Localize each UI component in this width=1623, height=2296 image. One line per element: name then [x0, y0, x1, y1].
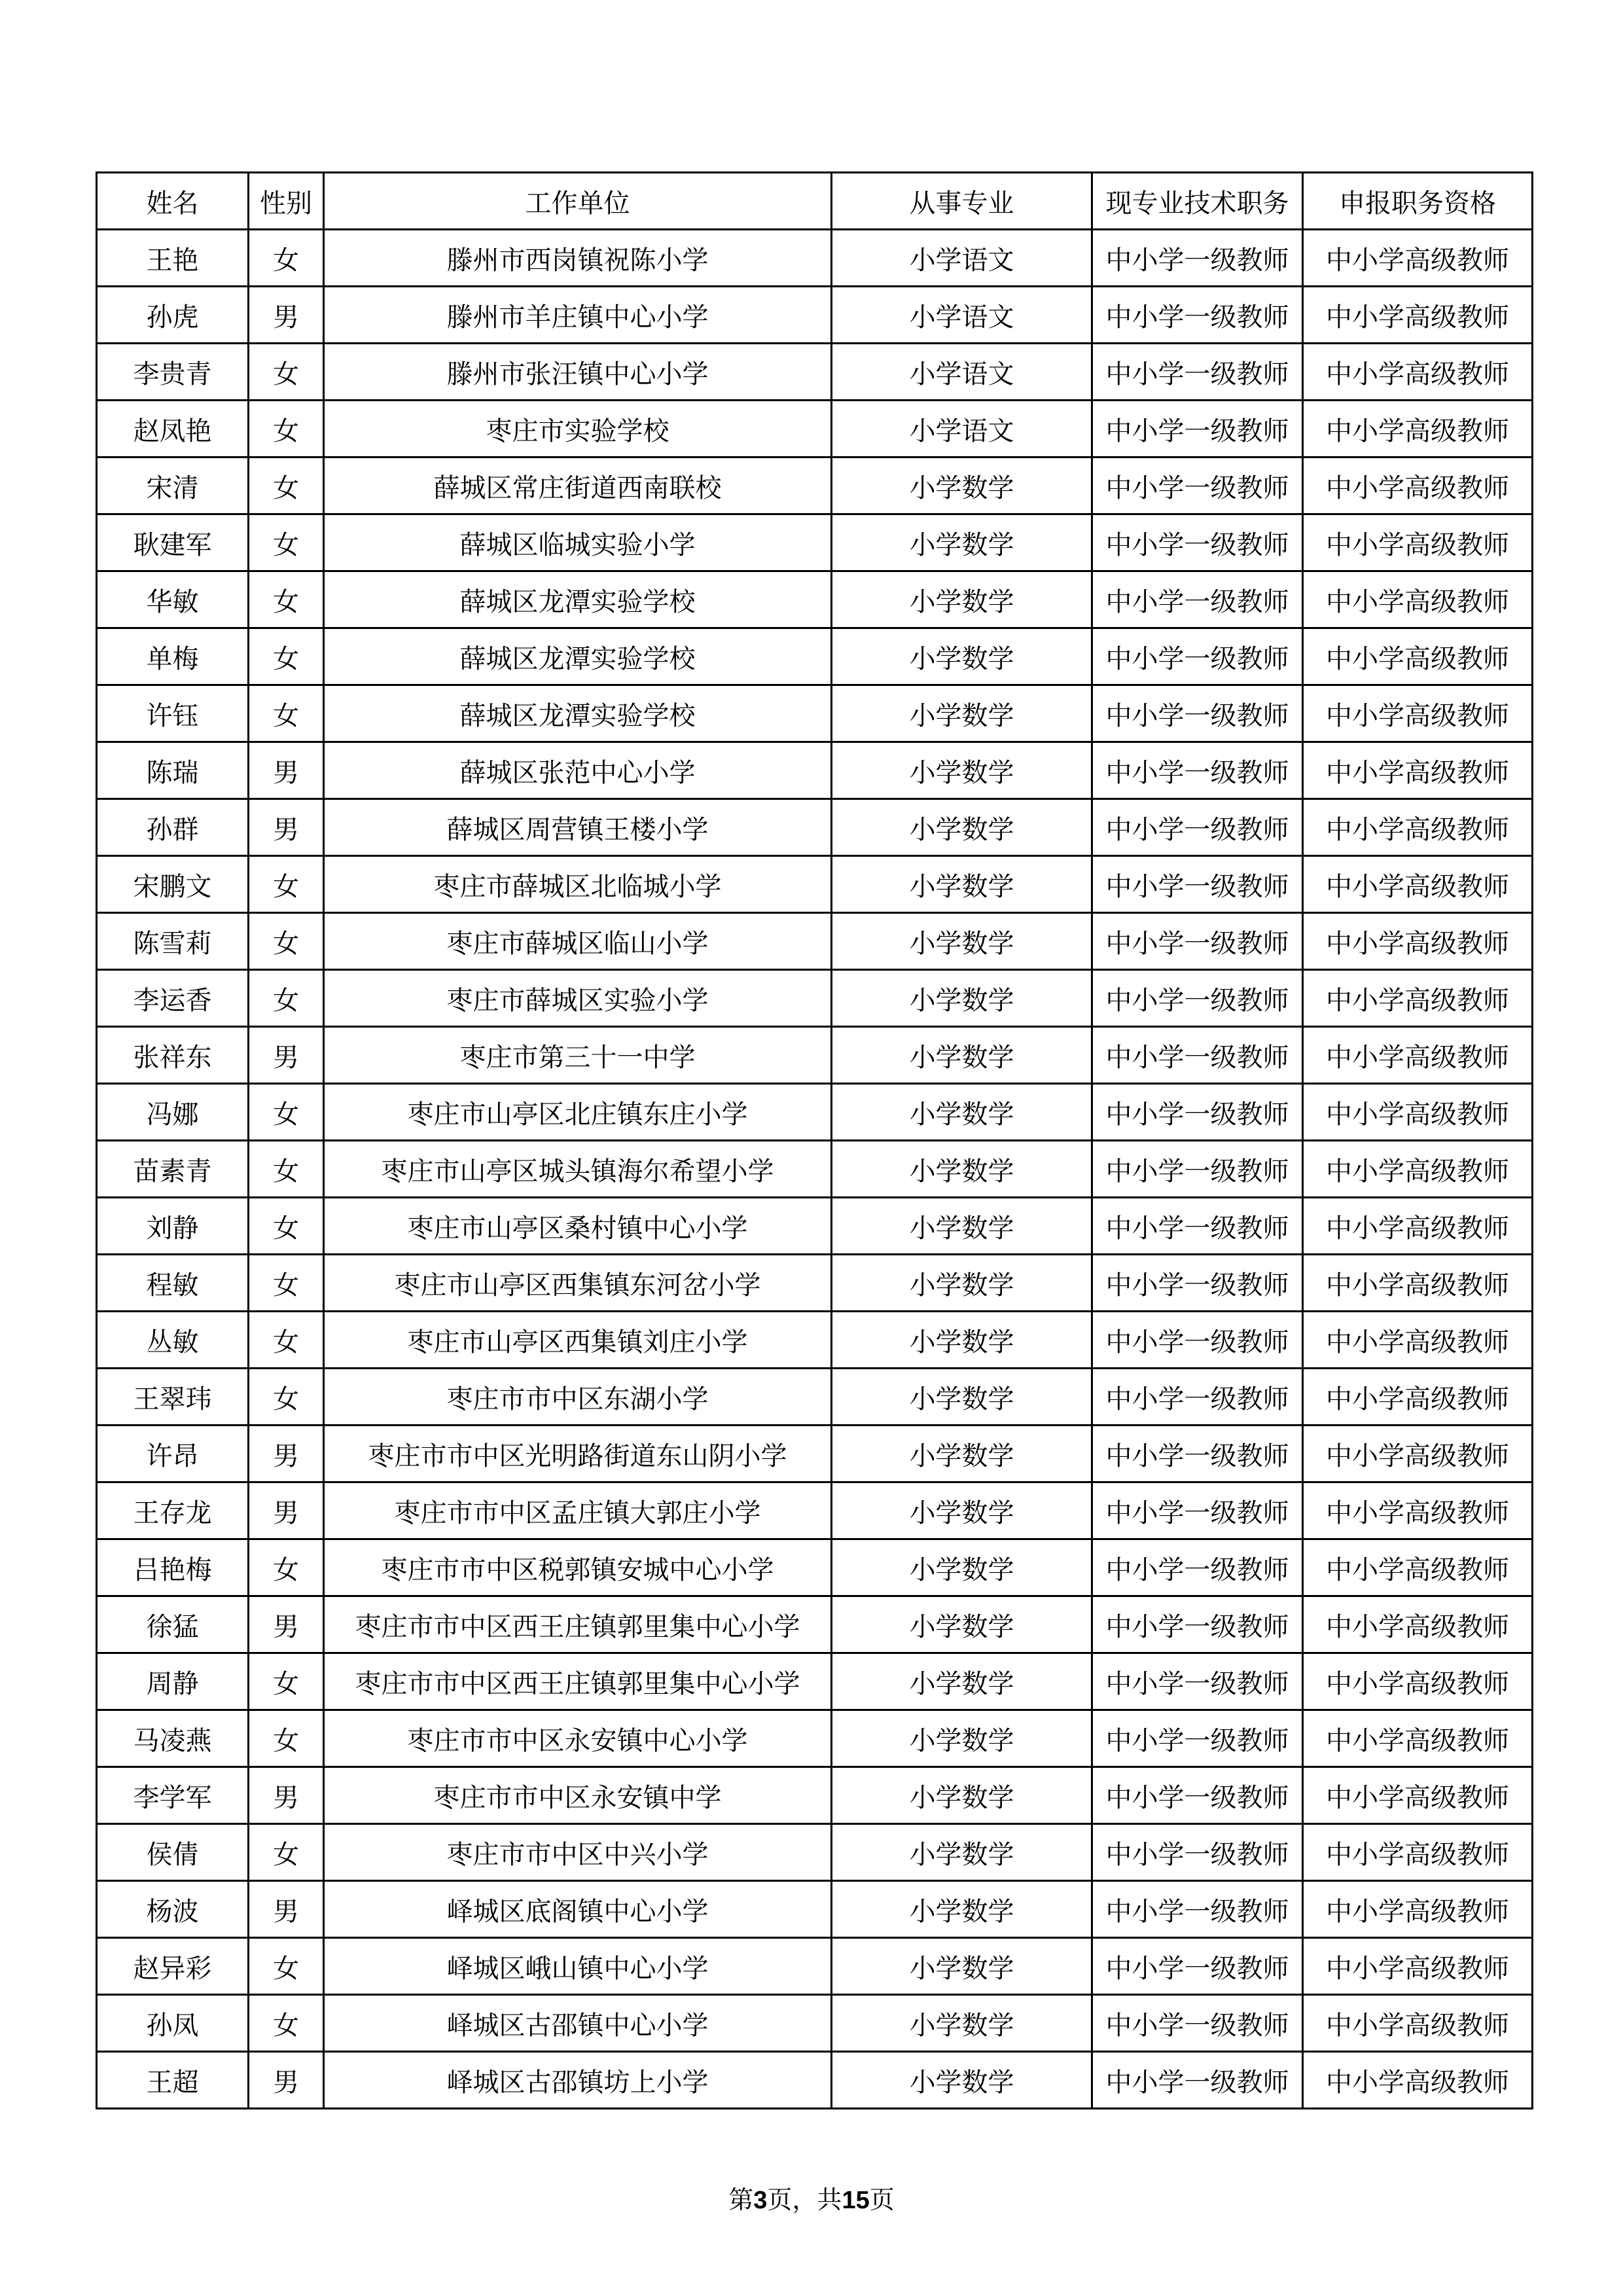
- cell-gender: 女: [249, 913, 324, 970]
- cell-applied-title: 中小学高级教师: [1303, 1824, 1533, 1881]
- cell-name: 苗素青: [97, 1141, 249, 1198]
- cell-current-title: 中小学一级教师: [1092, 1369, 1303, 1426]
- cell-applied-title: 中小学高级教师: [1303, 1881, 1533, 1938]
- cell-work-unit: 枣庄市市中区中兴小学: [324, 1824, 832, 1881]
- cell-current-title: 中小学一级教师: [1092, 1312, 1303, 1369]
- cell-major: 小学语文: [832, 287, 1092, 344]
- cell-major: 小学数学: [832, 1141, 1092, 1198]
- cell-major: 小学数学: [832, 628, 1092, 685]
- cell-current-title: 中小学一级教师: [1092, 1596, 1303, 1653]
- cell-work-unit: 枣庄市山亭区北庄镇东庄小学: [324, 1084, 832, 1141]
- cell-work-unit: 枣庄市山亭区西集镇刘庄小学: [324, 1312, 832, 1369]
- footer-suffix: 页: [869, 2185, 895, 2214]
- cell-major: 小学数学: [832, 856, 1092, 913]
- cell-current-title: 中小学一级教师: [1092, 1995, 1303, 2052]
- table-row: [97, 913, 1533, 970]
- table-header-row: [97, 173, 1533, 230]
- cell-name: 单梅: [97, 628, 249, 685]
- table-row: [97, 457, 1533, 514]
- cell-work-unit: 薛城区张范中心小学: [324, 742, 832, 799]
- cell-work-unit: 枣庄市市中区永安镇中学: [324, 1767, 832, 1824]
- cell-applied-title: 中小学高级教师: [1303, 1198, 1533, 1255]
- cell-current-title: 中小学一级教师: [1092, 1767, 1303, 1824]
- cell-current-title: 中小学一级教师: [1092, 1255, 1303, 1312]
- cell-major: 小学数学: [832, 1824, 1092, 1881]
- cell-applied-title: 中小学高级教师: [1303, 401, 1533, 457]
- table-row: [97, 742, 1533, 799]
- table-row: [97, 1653, 1533, 1710]
- cell-major: 小学数学: [832, 571, 1092, 628]
- page-footer: [0, 2179, 1623, 2215]
- cell-name: 孙凤: [97, 1995, 249, 2052]
- table-row: [97, 1198, 1533, 1255]
- table-row: [97, 685, 1533, 742]
- cell-name: 耿建军: [97, 514, 249, 571]
- cell-gender: 女: [249, 1255, 324, 1312]
- cell-gender: 女: [249, 970, 324, 1027]
- cell-work-unit: 薛城区龙潭实验学校: [324, 571, 832, 628]
- cell-gender: 女: [249, 1312, 324, 1369]
- cell-applied-title: 中小学高级教师: [1303, 1426, 1533, 1482]
- cell-major: 小学数学: [832, 1482, 1092, 1539]
- cell-gender: 女: [249, 856, 324, 913]
- cell-name: 赵凤艳: [97, 401, 249, 457]
- cell-major: 小学数学: [832, 1312, 1092, 1369]
- cell-gender: 男: [249, 2052, 324, 2109]
- cell-current-title: 中小学一级教师: [1092, 1482, 1303, 1539]
- cell-applied-title: 中小学高级教师: [1303, 913, 1533, 970]
- cell-applied-title: 中小学高级教师: [1303, 1312, 1533, 1369]
- cell-work-unit: 枣庄市市中区东湖小学: [324, 1369, 832, 1426]
- table-row: [97, 230, 1533, 287]
- table-row: [97, 401, 1533, 457]
- cell-applied-title: 中小学高级教师: [1303, 1653, 1533, 1710]
- cell-name: 赵异彩: [97, 1938, 249, 1995]
- cell-applied-title: 中小学高级教师: [1303, 1596, 1533, 1653]
- cell-applied-title: 中小学高级教师: [1303, 230, 1533, 287]
- cell-name: 吕艳梅: [97, 1539, 249, 1596]
- cell-name: 孙群: [97, 799, 249, 856]
- cell-gender: 女: [249, 1084, 324, 1141]
- cell-name: 李运香: [97, 970, 249, 1027]
- cell-work-unit: 枣庄市市中区孟庄镇大郭庄小学: [324, 1482, 832, 1539]
- cell-gender: 男: [249, 742, 324, 799]
- table-row: [97, 1539, 1533, 1596]
- cell-current-title: 中小学一级教师: [1092, 685, 1303, 742]
- cell-work-unit: 峄城区峨山镇中心小学: [324, 1938, 832, 1995]
- cell-work-unit: 枣庄市山亭区城头镇海尔希望小学: [324, 1141, 832, 1198]
- cell-name: 王翠玮: [97, 1369, 249, 1426]
- cell-major: 小学数学: [832, 742, 1092, 799]
- cell-current-title: 中小学一级教师: [1092, 230, 1303, 287]
- table-row: [97, 1426, 1533, 1482]
- cell-name: 许昂: [97, 1426, 249, 1482]
- cell-gender: 男: [249, 1596, 324, 1653]
- cell-current-title: 中小学一级教师: [1092, 1881, 1303, 1938]
- header-applied-title: 申报职务资格: [1303, 173, 1533, 230]
- cell-name: 孙虎: [97, 287, 249, 344]
- cell-name: 王艳: [97, 230, 249, 287]
- roster-table: [96, 171, 1533, 2109]
- cell-current-title: 中小学一级教师: [1092, 401, 1303, 457]
- cell-major: 小学数学: [832, 1881, 1092, 1938]
- cell-applied-title: 中小学高级教师: [1303, 344, 1533, 401]
- cell-current-title: 中小学一级教师: [1092, 628, 1303, 685]
- table-row: [97, 1710, 1533, 1767]
- cell-current-title: 中小学一级教师: [1092, 1027, 1303, 1084]
- cell-name: 华敏: [97, 571, 249, 628]
- cell-name: 陈瑞: [97, 742, 249, 799]
- cell-major: 小学数学: [832, 1369, 1092, 1426]
- cell-applied-title: 中小学高级教师: [1303, 1255, 1533, 1312]
- cell-major: 小学数学: [832, 799, 1092, 856]
- table-row: [97, 856, 1533, 913]
- cell-major: 小学数学: [832, 1596, 1092, 1653]
- cell-major: 小学数学: [832, 1255, 1092, 1312]
- cell-major: 小学数学: [832, 514, 1092, 571]
- cell-applied-title: 中小学高级教师: [1303, 1995, 1533, 2052]
- table-body: [97, 230, 1533, 2109]
- cell-gender: 女: [249, 1710, 324, 1767]
- cell-gender: 女: [249, 1369, 324, 1426]
- cell-name: 李学军: [97, 1767, 249, 1824]
- cell-major: 小学数学: [832, 2052, 1092, 2109]
- table-row: [97, 1482, 1533, 1539]
- cell-gender: 女: [249, 1938, 324, 1995]
- table-row: [97, 1369, 1533, 1426]
- cell-current-title: 中小学一级教师: [1092, 1539, 1303, 1596]
- cell-work-unit: 滕州市张汪镇中心小学: [324, 344, 832, 401]
- footer-page-number: 3: [753, 2187, 768, 2214]
- table-row: [97, 1027, 1533, 1084]
- cell-current-title: 中小学一级教师: [1092, 970, 1303, 1027]
- cell-applied-title: 中小学高级教师: [1303, 628, 1533, 685]
- cell-gender: 男: [249, 1881, 324, 1938]
- cell-work-unit: 峄城区古邵镇坊上小学: [324, 2052, 832, 2109]
- header-major: 从事专业: [832, 173, 1092, 230]
- cell-current-title: 中小学一级教师: [1092, 514, 1303, 571]
- cell-gender: 女: [249, 1198, 324, 1255]
- cell-gender: 女: [249, 1824, 324, 1881]
- cell-work-unit: 枣庄市薛城区实验小学: [324, 970, 832, 1027]
- cell-current-title: 中小学一级教师: [1092, 2052, 1303, 2109]
- cell-work-unit: 枣庄市市中区光明路街道东山阴小学: [324, 1426, 832, 1482]
- cell-applied-title: 中小学高级教师: [1303, 457, 1533, 514]
- cell-name: 宋鹏文: [97, 856, 249, 913]
- table-row: [97, 1824, 1533, 1881]
- cell-major: 小学数学: [832, 1426, 1092, 1482]
- cell-name: 王超: [97, 2052, 249, 2109]
- cell-current-title: 中小学一级教师: [1092, 457, 1303, 514]
- table-row: [97, 1255, 1533, 1312]
- cell-applied-title: 中小学高级教师: [1303, 1938, 1533, 1995]
- cell-applied-title: 中小学高级教师: [1303, 742, 1533, 799]
- cell-major: 小学数学: [832, 1539, 1092, 1596]
- cell-applied-title: 中小学高级教师: [1303, 514, 1533, 571]
- cell-work-unit: 枣庄市市中区西王庄镇郭里集中心小学: [324, 1596, 832, 1653]
- cell-name: 张祥东: [97, 1027, 249, 1084]
- cell-gender: 女: [249, 457, 324, 514]
- cell-applied-title: 中小学高级教师: [1303, 571, 1533, 628]
- cell-applied-title: 中小学高级教师: [1303, 1084, 1533, 1141]
- cell-current-title: 中小学一级教师: [1092, 1710, 1303, 1767]
- cell-gender: 男: [249, 799, 324, 856]
- cell-major: 小学数学: [832, 1027, 1092, 1084]
- cell-name: 侯倩: [97, 1824, 249, 1881]
- cell-major: 小学数学: [832, 1767, 1092, 1824]
- cell-gender: 女: [249, 514, 324, 571]
- table-row: [97, 799, 1533, 856]
- cell-major: 小学数学: [832, 457, 1092, 514]
- cell-applied-title: 中小学高级教师: [1303, 1710, 1533, 1767]
- footer-prefix: 第: [728, 2185, 754, 2214]
- cell-work-unit: 枣庄市实验学校: [324, 401, 832, 457]
- cell-major: 小学数学: [832, 1938, 1092, 1995]
- cell-gender: 女: [249, 685, 324, 742]
- cell-major: 小学数学: [832, 685, 1092, 742]
- cell-work-unit: 枣庄市第三十一中学: [324, 1027, 832, 1084]
- cell-applied-title: 中小学高级教师: [1303, 1369, 1533, 1426]
- cell-work-unit: 枣庄市市中区西王庄镇郭里集中心小学: [324, 1653, 832, 1710]
- cell-gender: 男: [249, 1767, 324, 1824]
- cell-gender: 女: [249, 1539, 324, 1596]
- cell-work-unit: 薛城区龙潭实验学校: [324, 685, 832, 742]
- cell-work-unit: 枣庄市市中区永安镇中心小学: [324, 1710, 832, 1767]
- cell-major: 小学数学: [832, 1653, 1092, 1710]
- cell-applied-title: 中小学高级教师: [1303, 1482, 1533, 1539]
- cell-work-unit: 枣庄市山亭区西集镇东河岔小学: [324, 1255, 832, 1312]
- table-row: [97, 571, 1533, 628]
- table-row: [97, 1596, 1533, 1653]
- cell-work-unit: 枣庄市薛城区临山小学: [324, 913, 832, 970]
- cell-gender: 女: [249, 628, 324, 685]
- cell-current-title: 中小学一级教师: [1092, 1824, 1303, 1881]
- cell-applied-title: 中小学高级教师: [1303, 1767, 1533, 1824]
- cell-work-unit: 枣庄市市中区税郭镇安城中心小学: [324, 1539, 832, 1596]
- cell-major: 小学语文: [832, 401, 1092, 457]
- cell-current-title: 中小学一级教师: [1092, 1653, 1303, 1710]
- cell-current-title: 中小学一级教师: [1092, 913, 1303, 970]
- cell-name: 马凌燕: [97, 1710, 249, 1767]
- header-current-title: 现专业技术职务: [1092, 173, 1303, 230]
- cell-major: 小学数学: [832, 913, 1092, 970]
- cell-gender: 女: [249, 230, 324, 287]
- cell-work-unit: 枣庄市山亭区桑村镇中心小学: [324, 1198, 832, 1255]
- cell-work-unit: 滕州市西岗镇祝陈小学: [324, 230, 832, 287]
- cell-major: 小学数学: [832, 970, 1092, 1027]
- table-row: [97, 628, 1533, 685]
- cell-gender: 男: [249, 1482, 324, 1539]
- cell-gender: 女: [249, 344, 324, 401]
- table-row: [97, 514, 1533, 571]
- cell-work-unit: 滕州市羊庄镇中心小学: [324, 287, 832, 344]
- cell-current-title: 中小学一级教师: [1092, 344, 1303, 401]
- cell-current-title: 中小学一级教师: [1092, 571, 1303, 628]
- cell-gender: 男: [249, 1027, 324, 1084]
- cell-name: 宋清: [97, 457, 249, 514]
- cell-applied-title: 中小学高级教师: [1303, 1141, 1533, 1198]
- cell-applied-title: 中小学高级教师: [1303, 1027, 1533, 1084]
- table-row: [97, 1312, 1533, 1369]
- cell-name: 杨波: [97, 1881, 249, 1938]
- cell-current-title: 中小学一级教师: [1092, 1141, 1303, 1198]
- table-row: [97, 1938, 1533, 1995]
- cell-current-title: 中小学一级教师: [1092, 1938, 1303, 1995]
- cell-gender: 女: [249, 1141, 324, 1198]
- cell-current-title: 中小学一级教师: [1092, 1426, 1303, 1482]
- cell-work-unit: 峄城区底阁镇中心小学: [324, 1881, 832, 1938]
- cell-current-title: 中小学一级教师: [1092, 856, 1303, 913]
- cell-work-unit: 薛城区龙潭实验学校: [324, 628, 832, 685]
- cell-gender: 女: [249, 1653, 324, 1710]
- cell-work-unit: 枣庄市薛城区北临城小学: [324, 856, 832, 913]
- table-row: [97, 2052, 1533, 2109]
- cell-work-unit: 薛城区临城实验小学: [324, 514, 832, 571]
- cell-gender: 男: [249, 287, 324, 344]
- cell-major: 小学语文: [832, 344, 1092, 401]
- table-row: [97, 1084, 1533, 1141]
- table-row: [97, 1141, 1533, 1198]
- cell-gender: 女: [249, 401, 324, 457]
- cell-gender: 女: [249, 571, 324, 628]
- cell-name: 周静: [97, 1653, 249, 1710]
- cell-current-title: 中小学一级教师: [1092, 287, 1303, 344]
- cell-gender: 女: [249, 1995, 324, 2052]
- cell-name: 丛敏: [97, 1312, 249, 1369]
- cell-name: 陈雪莉: [97, 913, 249, 970]
- cell-applied-title: 中小学高级教师: [1303, 287, 1533, 344]
- cell-name: 刘静: [97, 1198, 249, 1255]
- table-row: [97, 1995, 1533, 2052]
- cell-current-title: 中小学一级教师: [1092, 1198, 1303, 1255]
- footer-total-pages: 15: [842, 2187, 870, 2214]
- cell-current-title: 中小学一级教师: [1092, 742, 1303, 799]
- cell-work-unit: 薛城区周营镇王楼小学: [324, 799, 832, 856]
- cell-applied-title: 中小学高级教师: [1303, 2052, 1533, 2109]
- cell-major: 小学数学: [832, 1198, 1092, 1255]
- cell-applied-title: 中小学高级教师: [1303, 856, 1533, 913]
- cell-major: 小学数学: [832, 1995, 1092, 2052]
- cell-name: 王存龙: [97, 1482, 249, 1539]
- cell-applied-title: 中小学高级教师: [1303, 970, 1533, 1027]
- table-row: [97, 344, 1533, 401]
- cell-applied-title: 中小学高级教师: [1303, 1539, 1533, 1596]
- cell-current-title: 中小学一级教师: [1092, 1084, 1303, 1141]
- header-gender: 性别: [249, 173, 324, 230]
- cell-major: 小学数学: [832, 1710, 1092, 1767]
- cell-work-unit: 薛城区常庄街道西南联校: [324, 457, 832, 514]
- cell-current-title: 中小学一级教师: [1092, 799, 1303, 856]
- table-row: [97, 1881, 1533, 1938]
- cell-applied-title: 中小学高级教师: [1303, 799, 1533, 856]
- cell-name: 徐猛: [97, 1596, 249, 1653]
- cell-name: 许钰: [97, 685, 249, 742]
- cell-work-unit: 峄城区古邵镇中心小学: [324, 1995, 832, 2052]
- table-row: [97, 1767, 1533, 1824]
- cell-gender: 男: [249, 1426, 324, 1482]
- cell-applied-title: 中小学高级教师: [1303, 685, 1533, 742]
- cell-name: 程敏: [97, 1255, 249, 1312]
- cell-name: 冯娜: [97, 1084, 249, 1141]
- cell-name: 李贵青: [97, 344, 249, 401]
- cell-major: 小学数学: [832, 1084, 1092, 1141]
- cell-major: 小学语文: [832, 230, 1092, 287]
- header-work-unit: 工作单位: [324, 173, 832, 230]
- table-row: [97, 970, 1533, 1027]
- footer-middle: 页，共: [767, 2185, 842, 2214]
- table-row: [97, 287, 1533, 344]
- header-name: 姓名: [97, 173, 249, 230]
